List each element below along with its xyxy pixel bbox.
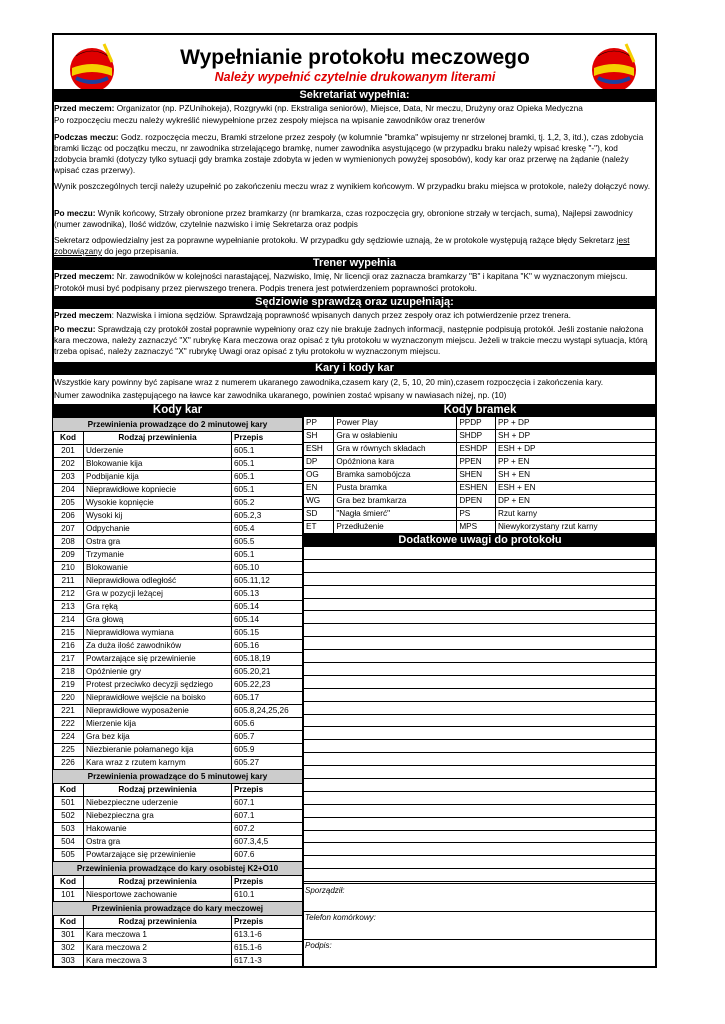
kara-przepis: 613.1-6 [232,929,303,942]
bramka-combo-opis: PP + EN [495,456,656,469]
kara-row [53,536,303,549]
kara-row [53,942,303,955]
kara-row [53,849,303,862]
kara-przepis: 610.1 [232,889,303,902]
bramka-row [304,417,657,430]
kara-przepis: 605.15 [232,627,303,640]
kara-row [53,627,303,640]
kara-row [53,497,303,510]
kara-row [53,666,303,679]
bramka-kod: WG [304,495,334,508]
kara-rodzaj: Protest przeciwko decyzji sędziego [84,679,232,692]
uwagi-line[interactable] [304,663,656,676]
kara-przepis: 605.22,23 [232,679,303,692]
bramka-row [304,508,657,521]
kara-kod: 210 [53,562,84,575]
kara-rodzaj: Kara wraz z rzutem karnym [84,757,232,770]
kara-rodzaj: Blokowanie kija [84,458,232,471]
bramka-kod-combo: PS [457,508,496,521]
kara-kod: 201 [53,445,84,458]
kara-row [53,445,303,458]
kara-rodzaj: Hakowanie [84,823,232,836]
uwagi-line[interactable] [304,599,656,612]
kary-column-header: Rodzaj przewinienia [84,432,232,445]
kara-rodzaj: Gra w pozycji leżącej [84,588,232,601]
kara-kod: 211 [53,575,84,588]
kara-rodzaj: Nieprawidłowe wejście na boisko [84,692,232,705]
kara-kod: 214 [53,614,84,627]
kara-kod: 303 [53,955,84,968]
sekretariat-po-rozpoczeciu: Po rozpoczęciu meczu należy wykreślić niewypełnione przez zespoły miejsca na wpisanie zawodników oraz trenerów [54,115,485,125]
kara-rodzaj: Niesportowe zachowanie [84,889,232,902]
kara-row [53,718,303,731]
kary-info-1: Wszystkie kary powinny być zapisane wraz z numerem ukaranego zawodnika,czasem kary (2, 5, 10, 20 min),czasem rozpoczęcia i zakończenia kary. [54,377,604,387]
kara-przepis: 607.3,4,5 [232,836,303,849]
logo-right [586,38,642,94]
kara-rodzaj: Wysokie kopnięcie [84,497,232,510]
kara-kod: 209 [53,549,84,562]
kara-przepis: 605.16 [232,640,303,653]
trener-przed-meczem: Przed meczem: Nr. zawodników w kolejności narastającej, Nazwisko, Imię, Nr licencji oraz zaznacza bramkarzy "B" i kapitana "K" w wyznaczonym miejscu. [54,271,628,281]
uwagi-line[interactable] [304,611,656,624]
kara-kod: 207 [53,523,84,536]
kara-przepis: 605.11,12 [232,575,303,588]
kara-row [53,810,303,823]
uwagi-line[interactable] [304,650,656,663]
kara-przepis: 605.18,19 [232,653,303,666]
kara-rodzaj: Trzymanie [84,549,232,562]
kara-rodzaj: Nieprawidłowe kopniecie [84,484,232,497]
kara-przepis: 605.7 [232,731,303,744]
kara-rodzaj: Niebezpieczne uderzenie [84,797,232,810]
bramka-kod-combo: SHDP [457,430,496,443]
kara-row [53,731,303,744]
kary-column-header: Kod [53,916,84,929]
kara-przepis: 607.2 [232,823,303,836]
kara-row [53,744,303,757]
kara-kod: 101 [53,889,84,902]
uwagi-line[interactable] [304,624,656,637]
bramka-kod-combo: MPS [457,521,496,534]
bramka-row [304,443,657,456]
kara-kod: 502 [53,810,84,823]
kara-row [53,692,303,705]
uwagi-header: Dodatkowe uwagi do protokołu [303,534,657,547]
bramka-opis: Gra bez bramkarza [334,495,457,508]
kara-kod: 221 [53,705,84,718]
bramka-combo-opis: Niewykorzystany rzut karny [495,521,656,534]
kara-row [53,929,303,942]
bramka-kod-combo: ESHDP [457,443,496,456]
kara-kod: 501 [53,797,84,810]
kara-row [53,679,303,692]
kara-rodzaj: Uderzenie [84,445,232,458]
bramka-combo-opis: SH + EN [495,469,656,482]
trener-podpis: Protokół musi być podpisany przez pierwszego trenera. Podpis trenera jest potwierdzeniem poprawności protokołu. [54,283,477,293]
uwagi-line[interactable] [304,560,656,573]
kara-kod: 302 [53,942,84,955]
kara-przepis: 605.2 [232,497,303,510]
section-sekretariat-header: Sekretariat wypełnia: [52,89,657,102]
kara-row [53,484,303,497]
kara-rodzaj: Gra ręką [84,601,232,614]
kary-column-header: Przepis [232,784,303,797]
kara-kod: 505 [53,849,84,862]
section-sedziowie-header: Sędziowie sprawdzą oraz uzupełniają: [52,296,657,309]
kody-kar-table [52,417,303,968]
kary-group-title: Przewinienia prowadzące do kary osobistej K2+O10 [53,862,303,876]
kara-przepis: 605.1 [232,549,303,562]
kara-row [53,562,303,575]
kary-column-header: Przepis [232,432,303,445]
signature-separator [303,883,657,884]
kary-info-2: Numer zawodnika zastępującego na ławce kar zawodnika ukaranego, powinien zostać wpisany w nawiasach niżej, np. (10) [54,390,507,400]
bramka-opis: Opóźniona kara [334,456,457,469]
kara-przepis: 605.2,3 [232,510,303,523]
bramka-kod: PP [304,417,334,430]
kara-row [53,823,303,836]
sekretariat-odpowiedzialnosc: Sekretarz odpowiedzialny jest za poprawne wypełnianie protokołu. W przypadku gdy sędziowie uznają, że w protokole występują rażące błędy Sekretarz jest zobowiązany do jego przepisania. [54,235,630,256]
kary-column-header: Kod [53,784,84,797]
section-kary-header: Kary i kody kar [52,362,657,375]
kara-kod: 226 [53,757,84,770]
kara-rodzaj: Niebezpieczna gra [84,810,232,823]
bramka-combo-opis: ESH + DP [495,443,656,456]
page-title: Wypełnianie protokołu meczowego [180,46,530,69]
uwagi-line[interactable] [304,715,656,728]
kara-row [53,614,303,627]
kara-row [53,757,303,770]
kara-kod: 503 [53,823,84,836]
podpis-label: Podpis: [305,941,332,950]
kara-kod: 219 [53,679,84,692]
uwagi-line[interactable] [304,689,656,702]
kara-row [53,889,303,902]
uwagi-line[interactable] [304,753,656,766]
kara-kod: 222 [53,718,84,731]
bramka-row [304,469,657,482]
kara-kod: 212 [53,588,84,601]
kara-row [53,836,303,849]
kary-column-header: Przepis [232,916,303,929]
kara-rodzaj: Nieprawidłowe wyposażenie [84,705,232,718]
sedziowie-po-meczu: Po meczu: Sprawdzają czy protokół został poprawnie wypełniony oraz czy nie brakuje żadnych informacji, następnie podpisują protokół. Jeśli zostanie nałożona kara meczowa, należy zaznaczyć "X" rubrykę Kara meczowa oraz opisać z tyłu protokołu w wyznaczonym miejscu. Jeżeli w trakcie meczu wystąpi sytuacja, którą trzeba opisać, należy zaznaczyć "X" rubrykę Uwagi oraz opisać z tyłu protokołu w wyznaczonym miejscu. [54,324,648,356]
kara-row [53,471,303,484]
kary-column-header: Rodzaj przewinienia [84,916,232,929]
kara-rodzaj: Powtarzające się przewinienie [84,653,232,666]
kara-row [53,458,303,471]
uwagi-line[interactable] [304,843,656,856]
bramka-kod-combo: PPDP [457,417,496,430]
kara-przepis: 607.1 [232,810,303,823]
uwagi-line[interactable] [304,740,656,753]
kara-przepis: 605.8,24,25,26 [232,705,303,718]
kara-przepis: 607.6 [232,849,303,862]
bramka-combo-opis: SH + DP [495,430,656,443]
uwagi-line[interactable] [304,637,656,650]
kara-przepis: 605.1 [232,471,303,484]
bramka-combo-opis: Rzut karny [495,508,656,521]
kara-kod: 225 [53,744,84,757]
kara-kod: 204 [53,484,84,497]
kara-przepis: 605.1 [232,458,303,471]
kara-rodzaj: Mierzenie kija [84,718,232,731]
kara-przepis: 617.1-3 [232,955,303,968]
kary-group-title: Przewinienia prowadzące do 5 minutowej kary [53,770,303,784]
kara-kod: 220 [53,692,84,705]
kara-przepis: 605.20,21 [232,666,303,679]
kara-kod: 206 [53,510,84,523]
uwagi-line[interactable] [304,727,656,740]
kara-rodzaj: Powtarzające się przewinienie [84,849,232,862]
kara-rodzaj: Blokowanie [84,562,232,575]
kara-row [53,955,303,968]
kara-row [53,601,303,614]
kara-row [53,705,303,718]
kara-przepis: 615.1-6 [232,942,303,955]
bramka-kod: SH [304,430,334,443]
bramka-kod-combo: PPEN [457,456,496,469]
bramka-row [304,456,657,469]
sekretariat-podczas-meczu: Podczas meczu: Godz. rozpoczęcia meczu, Bramki strzelone przez zespoły (w kolumnie "bramka" wpisujemy nr strzelonej bramki, tj. 1,2, 3, itd.), czas zdobycia bramki licząc od początku meczu, nr zawodnika strzelającego bramkę, numer zawodnika asystującego (w przypadku braku należy wpisać kreskę "-"), kod zdobycia bramki (dotyczy tylko sytuacji gdy bramka zostaje zdobyta w jeden w wymienionych powyżej sposobów), kody kar oraz przerwę na żądanie (należy wpisać czas przerwy). [54,132,644,175]
bramka-kod: OG [304,469,334,482]
kara-przepis: 605.10 [232,562,303,575]
kara-przepis: 605.5 [232,536,303,549]
bramka-kod-combo: SHEN [457,469,496,482]
signature-separator [303,939,657,940]
kara-row [53,588,303,601]
bramka-row [304,521,657,534]
bramka-kod: SD [304,508,334,521]
sekretariat-po-meczu: Po meczu: Wynik końcowy, Strzały obronione przez bramkarzy (nr bramkarza, czas rozpoczęcia gry, obronione strzały w tercjach, suma), Najlepsi zawodnicy (numer zawodnika), Ilość widzów, czytelnie nazwisko i imię Sekretarza oraz podpis [54,208,633,229]
kara-przepis: 605.9 [232,744,303,757]
sedziowie-przed-meczem: Przed meczem: Nazwiska i imiona sędziów. Sprawdzają poprawność wpisanych danych przez zespoły oraz ich potwierdzenie przez trenera. [54,310,571,320]
kara-rodzaj: Kara meczowa 1 [84,929,232,942]
bramka-opis: Gra w równych składach [334,443,457,456]
kara-kod: 215 [53,627,84,640]
kara-kod: 202 [53,458,84,471]
bramka-opis: "Nagła śmierć" [334,508,457,521]
bramka-combo-opis: PP + DP [495,417,656,430]
uwagi-line[interactable] [304,792,656,805]
kara-kod: 216 [53,640,84,653]
bramka-kod: ESH [304,443,334,456]
kara-row [53,510,303,523]
kara-rodzaj: Kara meczowa 2 [84,942,232,955]
kara-row [53,575,303,588]
kara-kod: 301 [53,929,84,942]
kary-column-header: Kod [53,876,84,889]
uwagi-line[interactable] [304,702,656,715]
bramka-combo-opis: ESH + EN [495,482,656,495]
bramka-kod-combo: ESHEN [457,482,496,495]
uwagi-line[interactable] [304,818,656,831]
kara-rodzaj: Ostra gra [84,536,232,549]
kara-row [53,523,303,536]
uwagi-lines[interactable] [303,547,657,968]
kara-kod: 213 [53,601,84,614]
signature-separator [303,911,657,912]
kara-row [53,549,303,562]
bramka-opis: Przedłużenie [334,521,457,534]
kara-rodzaj: Ostra gra [84,836,232,849]
kara-przepis: 605.17 [232,692,303,705]
bramka-opis: Bramka samobójcza [334,469,457,482]
kara-kod: 217 [53,653,84,666]
kara-przepis: 605.1 [232,445,303,458]
kary-group-title: Przewinienia prowadzące do kary meczowej [53,902,303,916]
uwagi-line[interactable] [304,676,656,689]
sekretariat-przed-meczem: Przed meczem: Organizator (np. PZUnihokeja), Rozgrywki (np. Ekstraliga seniorów), Miejsce, Data, Nr meczu, Drużyny oraz Opieka Medyczna [54,103,583,113]
kara-przepis: 605.27 [232,757,303,770]
kara-rodzaj: Niezbieranie połamanego kija [84,744,232,757]
uwagi-line[interactable] [304,586,656,599]
bramka-opis: Gra w osłabieniu [334,430,457,443]
kary-group-title: Przewinienia prowadzące do 2 minutowej kary [53,418,303,432]
kara-rodzaj: Gra głową [84,614,232,627]
uwagi-line[interactable] [304,805,656,818]
kara-rodzaj: Gra bez kija [84,731,232,744]
kara-rodzaj: Za duża ilość zawodników [84,640,232,653]
kara-kod: 203 [53,471,84,484]
uwagi-line[interactable] [304,547,656,560]
logo-left [64,38,120,94]
kary-column-header: Rodzaj przewinienia [84,784,232,797]
kara-kod: 224 [53,731,84,744]
kara-kod: 504 [53,836,84,849]
bramka-kod-combo: DPEN [457,495,496,508]
kara-rodzaj: Nieprawidłowa wymiana [84,627,232,640]
kary-column-header: Rodzaj przewinienia [84,876,232,889]
bramka-row [304,495,657,508]
kara-przepis: 605.14 [232,614,303,627]
kody-bramek-table [303,417,657,534]
kara-przepis: 605.4 [232,523,303,536]
kara-rodzaj: Kara meczowa 3 [84,955,232,968]
uwagi-line[interactable] [304,766,656,779]
bramka-kod: ET [304,521,334,534]
kara-przepis: 605.6 [232,718,303,731]
kara-przepis: 607.1 [232,797,303,810]
bramka-opis: Power Play [334,417,457,430]
kary-column-header: Przepis [232,876,303,889]
kara-rodzaj: Opóźnienie gry [84,666,232,679]
kary-column-header: Kod [53,432,84,445]
kara-row [53,797,303,810]
kody-kar-header: Kody kar [52,404,303,417]
uwagi-line[interactable] [304,869,656,882]
kara-przepis: 605.14 [232,601,303,614]
uwagi-line[interactable] [304,573,656,586]
kara-row [53,640,303,653]
uwagi-line[interactable] [304,831,656,844]
kara-kod: 205 [53,497,84,510]
kara-rodzaj: Odpychanie [84,523,232,536]
bramka-row [304,430,657,443]
kara-kod: 218 [53,666,84,679]
bramka-row [304,482,657,495]
bramka-kod: DP [304,456,334,469]
telefon-label: Telefon komórkowy: [305,913,376,922]
uwagi-line[interactable] [304,779,656,792]
kara-row [53,653,303,666]
sekretariat-wynik-tercji: Wynik poszczególnych tercji należy uzupełnić po zakończeniu meczu wraz z wynikiem końcowym. W przypadku braku miejsca w protokole, należy dołączyć nowy. [54,181,651,191]
bramka-opis: Pusta bramka [334,482,457,495]
uwagi-line[interactable] [304,856,656,869]
kody-bramek-header: Kody bramek [303,404,657,417]
sporzadzil-label: Sporządził: [305,886,345,895]
kara-rodzaj: Podbijanie kija [84,471,232,484]
kara-przepis: 605.1 [232,484,303,497]
kara-kod: 208 [53,536,84,549]
kara-rodzaj: Wysoki kij [84,510,232,523]
kara-przepis: 605.13 [232,588,303,601]
bramka-kod: EN [304,482,334,495]
section-trener-header: Trener wypełnia [52,257,657,270]
bramka-combo-opis: DP + EN [495,495,656,508]
kara-rodzaj: Nieprawidłowa odległość [84,575,232,588]
page-subtitle: Należy wypełnić czytelnie drukowanym literami [214,70,496,84]
